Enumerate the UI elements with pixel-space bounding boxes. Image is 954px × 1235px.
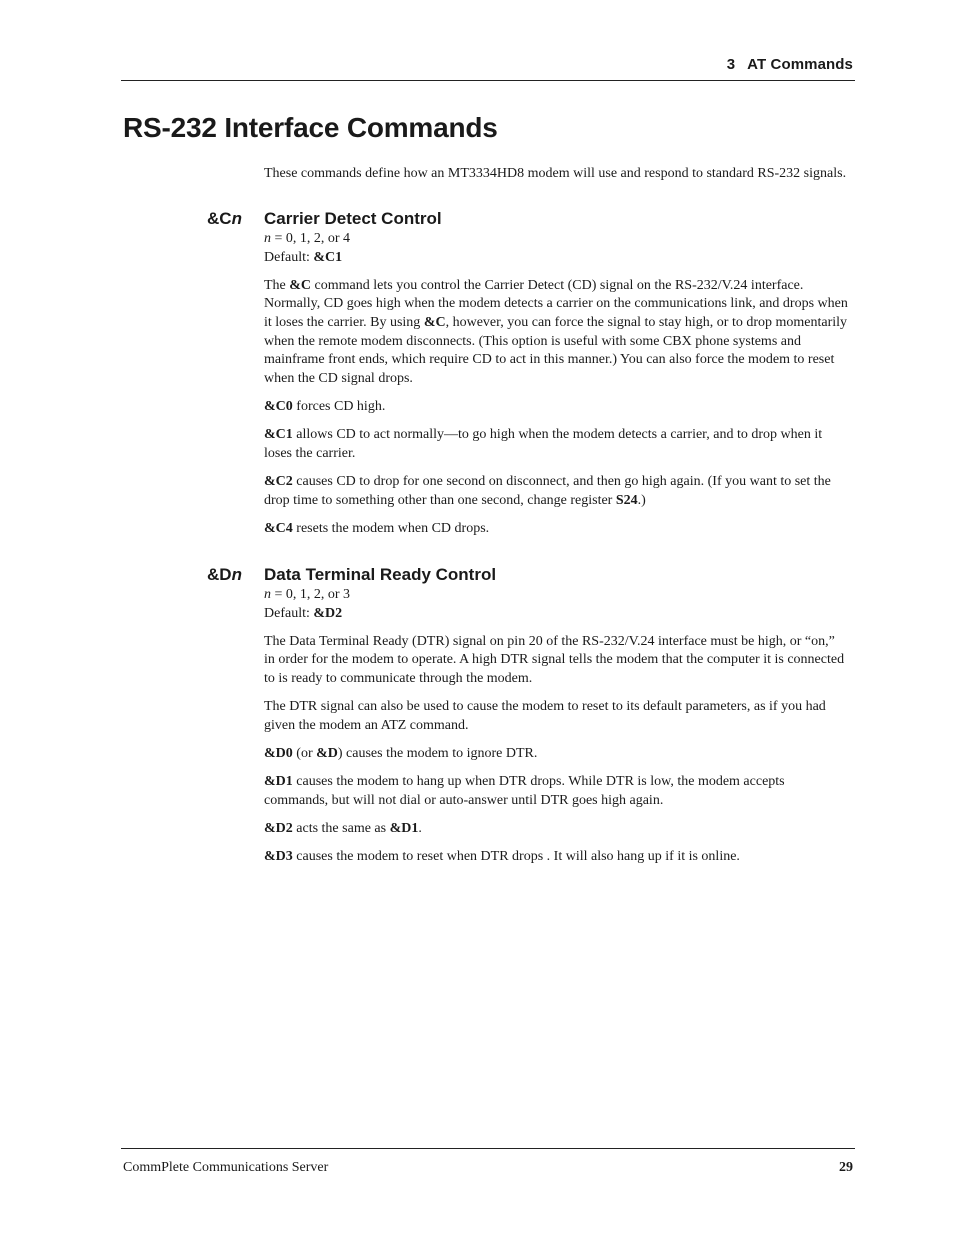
section-dtr-control xyxy=(264,586,848,877)
command-heading-carrier-detect xyxy=(0,209,954,231)
footer-product-name: CommPlete Communications Server xyxy=(123,1160,329,1175)
running-header xyxy=(727,56,853,73)
option-item: &D1 causes the modem to hang up when DTR drops. While DTR is low, the modem accepts commands, but will not dial or auto-answer until DTR goes high again. xyxy=(264,774,785,808)
header-rule xyxy=(121,80,855,81)
default-label: Default: xyxy=(264,605,314,621)
page-number: 29 xyxy=(839,1160,853,1175)
option-item: &D0 (or &D) causes the modem to ignore DTR. xyxy=(264,746,538,762)
default-value: &D2 xyxy=(313,605,343,621)
option-item: &D2 acts the same as &D1. xyxy=(264,821,422,837)
command-title: Data Terminal Ready Control xyxy=(264,565,497,584)
command-title: Carrier Detect Control xyxy=(264,209,442,228)
command-code: &Dn xyxy=(207,565,242,584)
command-description: The &C command lets you control the Carrier Detect (CD) signal on the RS-232/V.24 interface. Normally, CD goes high when the modem detects a carrier on the communications link, and drops when it loses the carrier. By using &C, however, you can force the signal to stay high, or to drop momentarily when the remote modem disconnects. (This option is useful with some CBX phone systems and mainframe front ends, which require CD to act in this manner.) You can also force the modem to reset when the CD signal drops. xyxy=(264,277,848,387)
intro-paragraph xyxy=(264,165,848,193)
command-description: The DTR signal can also be used to cause the modem to reset to its default parameters, as if you had given the modem an ATZ command. xyxy=(264,699,826,733)
option-item: &C1 allows CD to act normally—to go high when the modem detects a carrier, and to drop when it loses the carrier. xyxy=(264,427,823,462)
chapter-title: AT Commands xyxy=(747,56,853,73)
intro-text: These commands define how an MT3334HD8 modem will use and respond to standard RS-232 signals. xyxy=(264,166,847,181)
option-item: &D3 causes the modem to reset when DTR drops . It will also hang up if it is online. xyxy=(264,849,740,865)
command-code: &Cn xyxy=(207,209,242,228)
default-label: Default: xyxy=(264,249,314,265)
footer-rule xyxy=(121,1148,855,1149)
option-item: &C2 causes CD to drop for one second on disconnect, and then go high again. (If you want to set the drop time to something other than one second, change register S24.) xyxy=(264,474,831,509)
option-item: &C4 resets the modem when CD drops. xyxy=(264,521,490,537)
default-value: &C1 xyxy=(313,249,343,265)
command-values: n = 0, 1, 2, or 4 Default: &C1 xyxy=(264,231,351,265)
page-title: RS-232 Interface Commands xyxy=(123,112,498,143)
command-heading-dtr-control xyxy=(0,565,954,587)
option-item: &C0 forces CD high. xyxy=(264,399,386,415)
command-description: The Data Terminal Ready (DTR) signal on pin 20 of the RS-232/V.24 interface must be high, or “on,” in order for the modem to operate. A high DTR signal tells the modem that the computer it is connected to is ready to communicate through the modem. xyxy=(264,633,845,686)
command-values: n = 0, 1, 2, or 3 Default: &D2 xyxy=(264,587,351,621)
chapter-number: 3 xyxy=(726,56,736,73)
section-carrier-detect xyxy=(264,230,848,548)
